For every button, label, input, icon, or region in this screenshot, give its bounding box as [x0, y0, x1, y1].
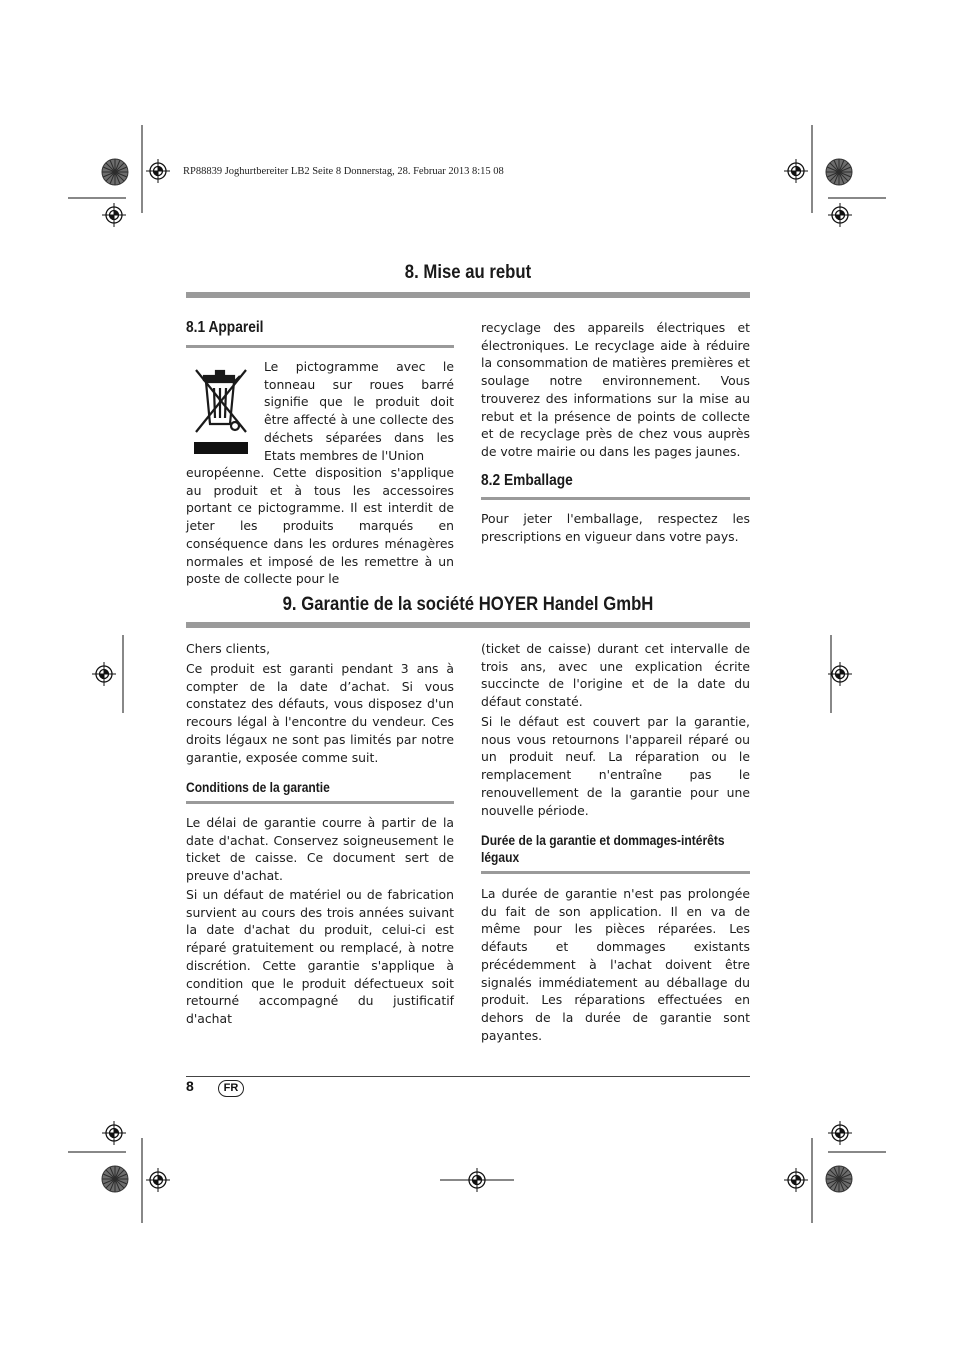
appareil-rule — [186, 345, 454, 348]
emballage-heading: 8.2 Emballage — [481, 472, 573, 489]
warranty-right-p2: Si le défaut est couvert par la garantie, nous vous retournons l'appareil réparé ou un produit neuf. La réparation ou le remplacement n'entraîne pas le renouvellement de la garantie pour une nouvelle période. — [481, 714, 750, 818]
language-badge: FR — [218, 1080, 244, 1097]
emballage-text: Pour jeter l'emballage, respectez les prescriptions en vigueur dans votre pays. — [481, 511, 750, 544]
registration-crosshair-icon — [784, 159, 808, 183]
radial-color-wheel-icon — [826, 159, 852, 185]
radial-color-wheel-icon — [826, 1166, 852, 1192]
crossed-out-wheelie-bin-icon — [190, 366, 252, 458]
duree-text: La durée de garantie n'est pas prolongée du fait de son application. Il en va de même pour les pièces réparées. Les défauts et dommages existants précédemment à l'achat doivent être signalés immédiatement au déballage du produit. Les réparations effectuées en dehors de la durée de garantie sont payantes. — [481, 886, 750, 1043]
radial-color-wheel-icon — [102, 1166, 128, 1192]
conditions-heading: Conditions de la garantie — [186, 779, 330, 795]
registration-crosshair-icon — [828, 662, 852, 686]
section-9-rule — [186, 622, 750, 628]
emballage-rule — [481, 497, 750, 500]
duree-heading: Durée de la garantie et dommages-intérêts légaux — [481, 832, 725, 865]
registration-crosshair-icon — [92, 662, 116, 686]
section-8-rule — [186, 292, 750, 298]
registration-crosshair-icon — [146, 159, 170, 183]
greeting: Chers clients, — [186, 641, 271, 656]
appareil-text-right: recyclage des appareils électriques et électroniques. Le recyclage aide à réduire la consommation de matières premières et soulage notre environnement. Vous trouverez des informations sur la mise au rebut et la présence de points de collecte et de recyclage près de chez vous auprès de votre mairie ou dans les pages jaunes. — [481, 320, 750, 459]
appareil-text-beside-icon: Le pictogramme avec le tonneau sur roues barré signifie que le produit doit être affecté à une collecte des déchets séparées dans les Etats membres de l'Union — [264, 359, 454, 463]
conditions-rule — [186, 801, 454, 804]
registration-crosshair-icon — [784, 1168, 808, 1192]
registration-crosshair-icon — [146, 1168, 170, 1192]
warranty-intro: Ce produit est garanti pendant 3 ans à compter de la date d’achat. Si vous constatez des défauts, vous disposez d'un recours légal à l'encontre du vendeur. Ces droits légaux ne sont pas limités par notre garantie, exposée comme suit. — [186, 661, 454, 765]
section-8-title: 8. Mise au rebut — [404, 262, 532, 283]
duree-rule — [481, 871, 750, 874]
warranty-right-p1: (ticket de caisse) durant cet intervalle de trois ans, avec une explication écrite succincte de l'origine et de la date du défaut constaté. — [481, 641, 750, 710]
footer-rule — [186, 1076, 750, 1077]
registration-crosshair-icon — [102, 1121, 126, 1145]
registration-crosshair-icon — [828, 203, 852, 227]
appareil-heading: 8.1 Appareil — [186, 319, 264, 336]
registration-crosshair-icon — [102, 203, 126, 227]
section-9-title: 9. Garantie de la société HOYER Handel GmbH — [282, 594, 654, 615]
print-info: RP88839 Joghurtbereiter LB2 Seite 8 Donnerstag, 28. Februar 2013 8:15 08 — [183, 166, 504, 177]
page-number: 8 — [186, 1078, 194, 1094]
conditions-p1: Le délai de garantie courre à partir de la date d'achat. Conservez soigneusement le ticket de caisse. Ce document sert de preuve d'achat. — [186, 815, 454, 884]
registration-crosshair-icon — [828, 1121, 852, 1145]
appareil-text-continued: européenne. Cette disposition s'applique au produit et à tous les accessoires portant ce pictogramme. Il est interdit de jeter les produits marqués en conséquence dans les ordures ménagères normales et imposé de les remettre à un poste de collecte pour le — [186, 465, 454, 587]
radial-color-wheel-icon — [102, 159, 128, 185]
conditions-p2: Si un défaut de matériel ou de fabrication survient au cours des trois années suivant la date d'achat du produit, celui-ci est réparé gratuitement ou remplacé, à notre discrétion. Cette garantie s'applique à condition que le produit défectueux soit retourné accompagné du justificatif d'achat — [186, 887, 454, 1026]
